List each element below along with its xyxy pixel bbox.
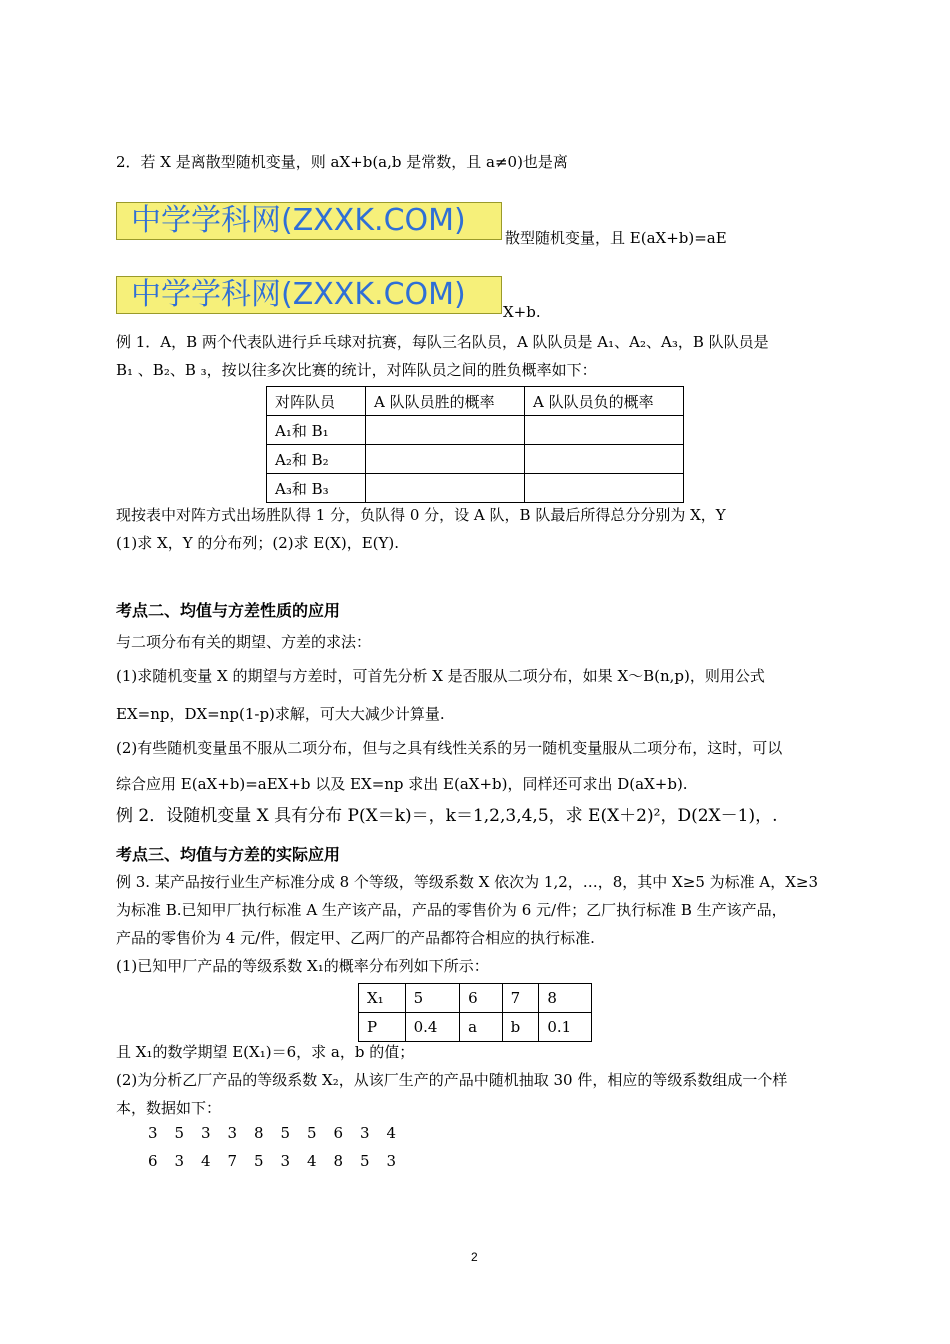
table-header-cell: A 队队员负的概率 — [525, 387, 684, 416]
sample-value: 3 — [360, 1124, 370, 1142]
table-cell: P — [359, 1013, 406, 1042]
table-cell — [366, 416, 525, 445]
table-row — [267, 416, 684, 445]
sample-value: 3 — [227, 1124, 238, 1142]
example3-line1: 例 3. 某产品按行业生产标准分成 8 个等级，等级系数 X 依次为 1,2，…，8，其中 X≥5 为标准 A，X≥3 — [116, 873, 819, 891]
example3-line3: 产品的零售价为 4 元/件，假定甲、乙两厂的产品都符合相应的执行标准. — [116, 929, 595, 947]
sample-value: 5 — [307, 1124, 317, 1142]
sample-value: 6 — [148, 1152, 158, 1170]
table-cell — [366, 474, 525, 503]
paragraph-property-end: X+b. — [503, 303, 541, 321]
paragraph-property: 2．若 X 是离散型随机变量，则 aX+b(a,b 是常数，且 a≠0)也是离 — [116, 153, 568, 171]
example1-line1: 例 1．A，B 两个代表队进行乒乓球对抗赛，每队三名队员，A 队队员是 A₁、A₂、A₃，B 队队员是 — [116, 333, 769, 351]
section-heading-2: 考点二、均值与方差性质的应用 — [116, 601, 341, 620]
table-cell: A₃和 B₃ — [267, 474, 366, 503]
table-cell: 0.4 — [405, 1013, 460, 1042]
section-heading-3: 考点三、均值与方差的实际应用 — [116, 845, 341, 864]
sample-value: 5 — [174, 1124, 185, 1142]
sample-value: 3 — [386, 1152, 397, 1170]
table-cell: b — [502, 1013, 539, 1042]
example1-line2: B₁ 、B₂、B ₃，按以往多次比赛的统计，对阵队员之间的胜负概率如下： — [116, 361, 597, 379]
table-cell: 7 — [502, 984, 539, 1013]
sample-data-row-2 — [148, 1152, 413, 1170]
table-header-row — [267, 387, 684, 416]
sample-value: 4 — [386, 1124, 397, 1142]
table-cell: a — [460, 1013, 503, 1042]
table-cell: A₂和 B₂ — [267, 445, 366, 474]
example3-line2: 为标准 B.已知甲厂执行标准 A 生产该产品，产品的零售价为 6 元/件；乙厂执行标准 B 生产该产品， — [116, 901, 787, 919]
table-cell — [525, 474, 684, 503]
table-cell: 8 — [539, 984, 592, 1013]
example2: 例 2．设随机变量 X 具有分布 P(X＝k)＝，k＝1,2,3,4,5，求 E(X＋2)²，D(2X－1)，. — [116, 806, 778, 826]
example3-line4: (1)已知甲厂产品的等级系数 X₁的概率分布列如下所示： — [116, 957, 489, 975]
example1-line3: 现按表中对阵方式出场胜队得 1 分，负队得 0 分，设 A 队，B 队最后所得总分分别为 X，Y — [116, 506, 726, 524]
distribution-table — [358, 983, 592, 1042]
sample-value: 4 — [307, 1152, 317, 1170]
sample-data-row-1 — [148, 1124, 413, 1142]
table-cell: X₁ — [359, 984, 406, 1013]
sample-value: 8 — [254, 1124, 264, 1142]
watermark-logo: 中学学科网(ZXXK.COM) — [116, 202, 502, 240]
sample-value: 3 — [280, 1152, 291, 1170]
table-cell: 0.1 — [539, 1013, 592, 1042]
sample-value: 8 — [333, 1152, 344, 1170]
example1-line4: (1)求 X，Y 的分布列；(2)求 E(X)，E(Y). — [116, 534, 400, 552]
section2-line5: 综合应用 E(aX+b)=aEX+b 以及 EX=np 求出 E(aX+b)，同样还可求出 D(aX+b). — [116, 775, 688, 793]
sample-value: 3 — [174, 1152, 185, 1170]
example3-line5: 且 X₁的数学期望 E(X₁)＝6，求 a，b 的值； — [116, 1043, 415, 1061]
example3-line7: 本，数据如下： — [116, 1099, 222, 1117]
sample-value: 4 — [201, 1152, 211, 1170]
table-cell — [366, 445, 525, 474]
table-cell — [525, 445, 684, 474]
section2-line4: (2)有些随机变量虽不服从二项分布，但与之具有线性关系的另一随机变量服从二项分布，这时，可以 — [116, 739, 783, 757]
match-probability-table — [266, 386, 684, 503]
sample-value: 5 — [254, 1152, 264, 1170]
table-header-cell: A 队队员胜的概率 — [366, 387, 525, 416]
table-cell — [525, 416, 684, 445]
section2-line3: EX=np，DX=np(1-p)求解，可大大减少计算量. — [116, 705, 445, 723]
table-row — [267, 474, 684, 503]
sample-value: 7 — [227, 1152, 238, 1170]
example3-line6: (2)为分析乙厂产品的等级系数 X₂，从该厂生产的产品中随机抽取 30 件，相应的等级系数组成一个样 — [116, 1071, 788, 1089]
table-row — [359, 1013, 592, 1042]
table-cell: 5 — [405, 984, 460, 1013]
table-cell: A₁和 B₁ — [267, 416, 366, 445]
table-header-cell: 对阵队员 — [267, 387, 366, 416]
watermark-logo: 中学学科网(ZXXK.COM) — [116, 276, 502, 314]
section2-line1: 与二项分布有关的期望、方差的求法： — [116, 633, 372, 651]
page-number: 2 — [471, 1250, 478, 1264]
sample-value: 5 — [280, 1124, 291, 1142]
sample-value: 3 — [148, 1124, 158, 1142]
sample-value: 3 — [201, 1124, 211, 1142]
sample-value: 6 — [333, 1124, 344, 1142]
table-cell: 6 — [460, 984, 503, 1013]
section2-line2: (1)求随机变量 X 的期望与方差时，可首先分析 X 是否服从二项分布，如果 X～B(n,p)，则用公式 — [116, 667, 765, 685]
sample-value: 5 — [360, 1152, 370, 1170]
table-row — [267, 445, 684, 474]
paragraph-property-cont: 散型随机变量，且 E(aX+b)=aE — [505, 229, 727, 247]
table-row — [359, 984, 592, 1013]
